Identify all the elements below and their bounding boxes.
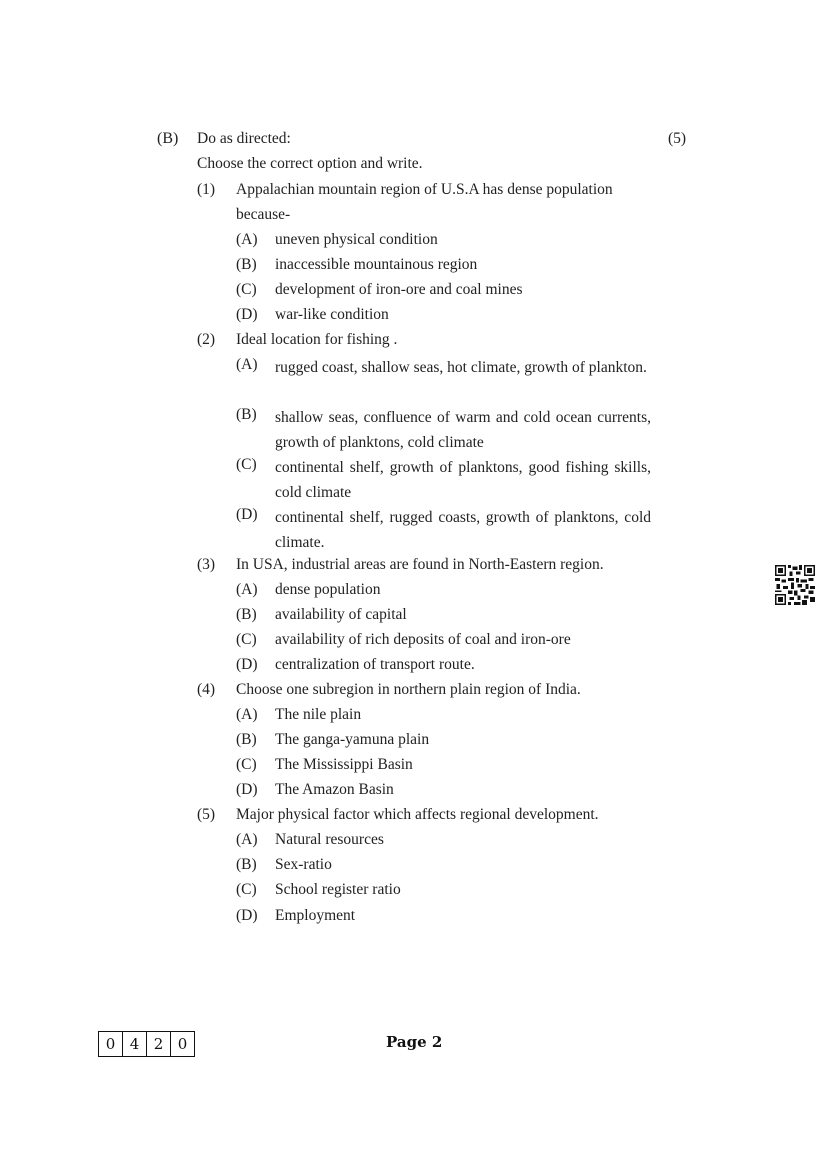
option-text: School register ratio xyxy=(275,881,401,898)
question-text-cont: because- xyxy=(236,206,291,223)
option-label: (A) xyxy=(236,231,258,248)
question-text: Ideal location for fishing . xyxy=(236,331,398,348)
option-text: The ganga-yamuna plain xyxy=(275,731,430,748)
option-text: The Amazon Basin xyxy=(275,781,394,798)
code-digit: 2 xyxy=(146,1032,170,1056)
question-text: Major physical factor which affects regional development. xyxy=(236,806,599,823)
option-text: Sex-ratio xyxy=(275,856,332,873)
option-label: (B) xyxy=(236,731,257,748)
option-label: (D) xyxy=(236,506,258,523)
option-label: (B) xyxy=(236,856,257,873)
option-label: (B) xyxy=(236,256,257,273)
option-text: inaccessible mountainous region xyxy=(275,256,478,273)
question-number: (1) xyxy=(197,181,216,198)
option-text: Employment xyxy=(275,907,356,924)
option-label: (A) xyxy=(236,831,258,848)
page-number: Page 2 xyxy=(386,1033,443,1051)
option-label: (D) xyxy=(236,306,258,323)
option-label: (A) xyxy=(236,706,258,723)
section-instruction: Choose the correct option and write. xyxy=(197,155,423,172)
option-label: (D) xyxy=(236,907,258,924)
paper-code-box xyxy=(98,1031,195,1057)
option-text: continental shelf, rugged coasts, growth of planktons, cold climate. xyxy=(275,509,651,551)
option-text: development of iron-ore and coal mines xyxy=(275,281,523,298)
section-label: (B) xyxy=(157,130,179,147)
code-digit: 0 xyxy=(170,1032,194,1056)
question-text: In USA, industrial areas are found in North-Eastern region. xyxy=(236,556,604,573)
question-number: (2) xyxy=(197,331,216,348)
option-label: (B) xyxy=(236,606,257,623)
question-number: (5) xyxy=(197,806,216,823)
option-text: The Mississippi Basin xyxy=(275,756,413,773)
option-label: (A) xyxy=(236,581,258,598)
section-marks: (5) xyxy=(668,130,687,147)
option-text: The nile plain xyxy=(275,706,362,723)
option-label: (C) xyxy=(236,456,257,473)
option-label: (C) xyxy=(236,631,257,648)
option-label: (A) xyxy=(236,356,258,373)
option-label: (C) xyxy=(236,281,257,298)
option-text: rugged coast, shallow seas, hot climate, growth of plankton. xyxy=(275,359,647,376)
option-text: continental shelf, growth of planktons, good fishing skills, cold climate xyxy=(275,459,651,501)
option-text: Natural resources xyxy=(275,831,384,848)
option-text: dense population xyxy=(275,581,381,598)
option-label: (C) xyxy=(236,756,257,773)
option-text: availability of rich deposits of coal and iron-ore xyxy=(275,631,571,648)
option-label: (D) xyxy=(236,781,258,798)
option-text: centralization of transport route. xyxy=(275,656,475,673)
option-text: uneven physical condition xyxy=(275,231,438,248)
option-text: availability of capital xyxy=(275,606,407,623)
option-text: shallow seas, confluence of warm and cold ocean currents, growth of planktons, cold climate xyxy=(275,409,651,451)
option-label: (B) xyxy=(236,406,257,423)
option-label: (D) xyxy=(236,656,258,673)
option-text: war-like condition xyxy=(275,306,389,323)
section-title: Do as directed: xyxy=(197,130,291,147)
option-label: (C) xyxy=(236,881,257,898)
question-number: (3) xyxy=(197,556,216,573)
code-digit: 4 xyxy=(122,1032,146,1056)
question-number: (4) xyxy=(197,681,216,698)
question-text: Choose one subregion in northern plain region of India. xyxy=(236,681,581,698)
question-text: Appalachian mountain region of U.S.A has dense population xyxy=(236,181,613,198)
qr-code-icon xyxy=(775,565,815,605)
code-digit: 0 xyxy=(105,1035,116,1053)
